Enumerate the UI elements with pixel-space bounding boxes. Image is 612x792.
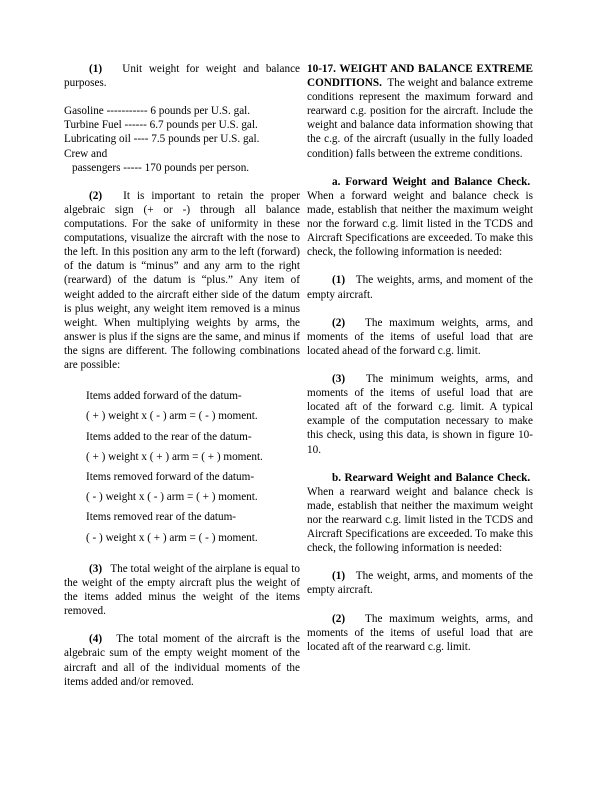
paragraph-number: (2) xyxy=(89,189,103,202)
item-number: (1) xyxy=(332,274,346,287)
paragraph-1 xyxy=(64,62,300,90)
unit-weights-list xyxy=(64,104,300,174)
item-number: (1) xyxy=(332,570,346,583)
paragraph-number: (3) xyxy=(89,562,103,575)
item-number: (2) xyxy=(332,316,346,329)
combination-line: Items removed forward of the datum- xyxy=(86,470,255,483)
subsection-a xyxy=(307,175,533,260)
sign-combinations xyxy=(64,386,300,548)
paragraph-4 xyxy=(64,632,300,688)
paragraph-text: The total weight of the airplane is equal to the weight of the empty aircraft plus the weight of the items added minus the weight of the items removed. xyxy=(64,562,300,618)
paragraph-number: (4) xyxy=(89,633,103,646)
item-text: The weight, arms, and moments of the empty aircraft. xyxy=(307,570,533,597)
combination-line: ( - ) weight x ( - ) arm = ( + ) moment. xyxy=(86,491,258,504)
item-b2 xyxy=(307,612,533,654)
item-text: The maximum weights, arms, and moments of the items of useful load that are located ahead of the forward c.g. limit. xyxy=(307,316,533,357)
combination-line: ( + ) weight x ( + ) arm = ( + ) moment. xyxy=(86,450,263,463)
subsection-text: When a rearward weight and balance check is made, establish that neither the maximum weight nor the rearward c.g. limit listed in the TCDS and Aircraft Specifications are exceeded. To make this check, the following information is needed: xyxy=(307,485,533,555)
weight-line: Turbine Fuel ------ 6.7 pounds per U.S. gal. xyxy=(64,119,258,132)
section-heading: 10-17. WEIGHT AND BALANCE EXTREME CONDITIONS. xyxy=(307,63,533,90)
paragraph-text: Unit weight for weight and balance purposes. xyxy=(64,63,301,90)
right-column xyxy=(307,62,533,654)
paragraph-text: It is important to retain the proper algebraic sign (+ or -) through all balance computations. For the sake of uniformity in these computations, visualize the aircraft with the nose to the left. In this position any arm to the left (forward) of the datum is “minus” and any arm to the right (rearward) of the datum is “plus.” Any item of weight added to the aircraft either side of the datum is plus weight, any weight item removed is a minus weight. When multiplying weights by arms, the answer is plus if the signs are the same, and minus if the signs are different. The following combinations are possible: xyxy=(64,189,300,371)
item-text: The maximum weights, arms, and moments of the items of useful load that are located aft of the rearward c.g. limit. xyxy=(307,612,533,653)
weight-line: Crew and xyxy=(64,147,108,160)
subsection-b xyxy=(307,471,533,556)
subsection-heading: a. Forward Weight and Balance Check. xyxy=(332,175,531,188)
paragraph-2 xyxy=(64,189,300,372)
weight-line: passengers ----- 170 pounds per person. xyxy=(72,161,250,174)
weight-line: Gasoline ----------- 6 pounds per U.S. gal. xyxy=(64,105,251,118)
section-10-17 xyxy=(307,62,533,161)
left-column xyxy=(64,62,300,689)
subsection-heading: b. Rearward Weight and Balance Check. xyxy=(332,471,531,484)
item-b1 xyxy=(307,569,533,597)
combination-line: ( - ) weight x ( + ) arm = ( - ) moment. xyxy=(86,531,258,544)
subsection-text: When a forward weight and balance check is made, establish that neither the maximum weight nor the forward c.g. limit listed in the TCDS and Aircraft Specifications are exceeded. To make this check, the following information is needed: xyxy=(307,189,533,259)
paragraph-text: The total moment of the aircraft is the algebraic sum of the empty weight moment of the aircraft and all of the individual moments of the items added and/or removed. xyxy=(64,633,300,688)
item-a1 xyxy=(307,273,533,301)
paragraph-3 xyxy=(64,562,300,618)
paragraph-number: (1) xyxy=(89,63,103,75)
combination-line: Items added forward of the datum- xyxy=(86,390,242,403)
item-number: (3) xyxy=(332,373,346,386)
item-a3 xyxy=(307,372,533,457)
item-text: The minimum weights, arms, and moments of the items of useful load that are located aft of the forward c.g. limit. A typical example of the computation necessary to make this check, using this data, is shown in figure 10-10. xyxy=(307,373,533,456)
item-a2 xyxy=(307,316,533,358)
item-number: (2) xyxy=(332,612,346,625)
section-text: The weight and balance extreme conditions represent the maximum forward and rearward c.g. position for the aircraft. Include the weight and balance data information showing that the c.g. of the aircraft (usually in the fully loaded condition) falls between the extreme conditions. xyxy=(307,77,533,160)
combination-line: ( + ) weight x ( - ) arm = ( - ) moment. xyxy=(86,410,258,423)
combination-line: Items removed rear of the datum- xyxy=(86,511,237,524)
weight-line: Lubricating oil ---- 7.5 pounds per U.S. gal. xyxy=(64,133,260,146)
combination-line: Items added to the rear of the datum- xyxy=(86,430,252,443)
item-text: The weights, arms, and moment of the empty aircraft. xyxy=(307,274,533,301)
